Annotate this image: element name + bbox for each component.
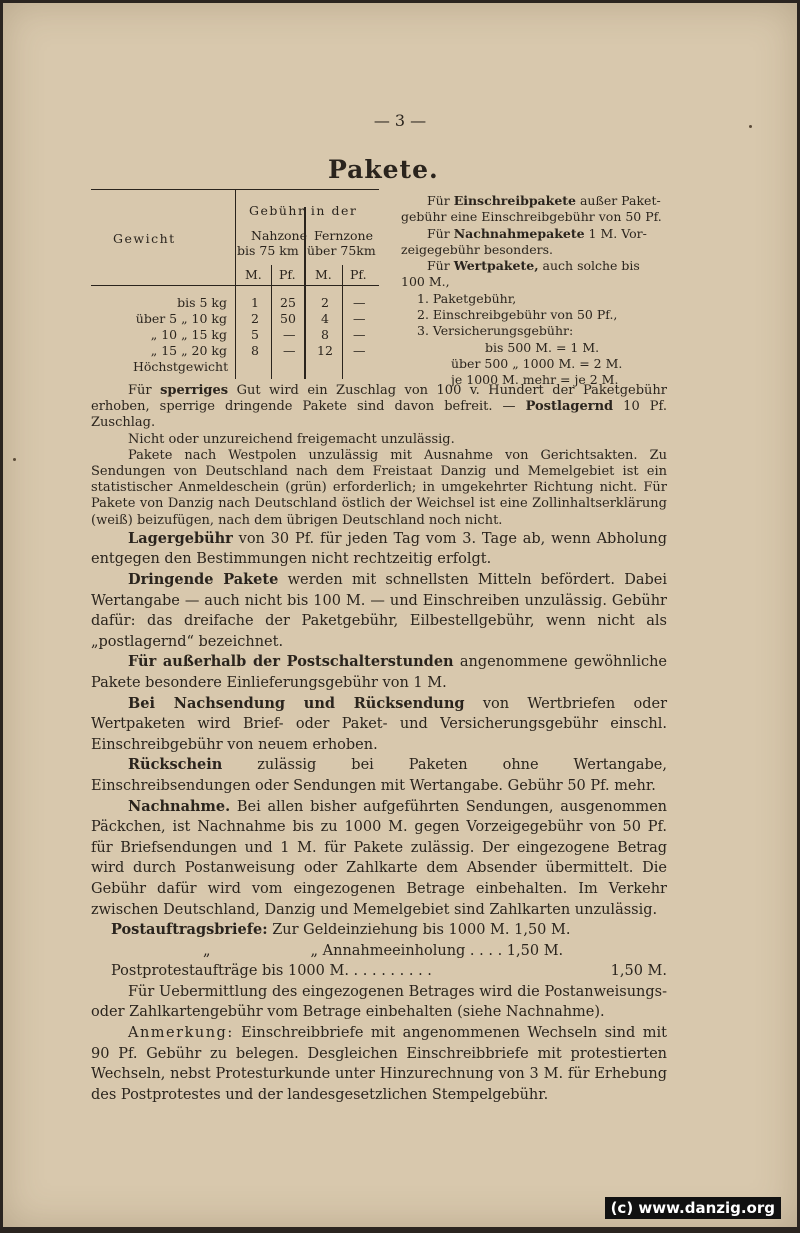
- paragraph: [91, 529, 667, 570]
- text: von Wertbriefen oder Wertpaketen wird Brief- oder Paket- und Versicherungsgebühr einschl. Einschreibgebühr von neuem erhoben.: [91, 695, 668, 753]
- copyright-watermark: (c) www.danzig.org: [605, 1197, 781, 1219]
- paper-speck: [749, 125, 752, 128]
- document-page: [3, 3, 797, 1227]
- table-cell: —: [353, 327, 366, 342]
- paragraph: [91, 1023, 667, 1105]
- table-cell: 1: [251, 295, 259, 310]
- list-item: 1. Paketgebühr,: [417, 290, 517, 306]
- paragraph: Pakete nach Westpolen unzulässig mit Ausnahme von Gerichtsakten. Zu Sendungen von Deutschland nach dem Freistaat Danzig und Memelgebiet ist ein statistischer Anmeldeschein (grün) erforderlich; in umgekehrter Richtung nicht. Für Pakete von Danzig nach Deutschland östlich der Weichsel ist eine Zollinhaltserklärung (weiß) beizufügen, nach dem übrigen Deutschland noch nicht.: [91, 447, 667, 528]
- paragraph: [91, 694, 667, 756]
- paragraph: Nicht oder unzureichend freigemacht unzulässig.: [128, 431, 455, 447]
- table-cell: 12: [317, 343, 333, 358]
- text: „: [203, 942, 211, 959]
- list-item: 3. Versicherungsgebühr:: [417, 323, 574, 339]
- unit-pfennig: Pf.: [350, 267, 367, 282]
- table-cell: —: [353, 311, 366, 326]
- paragraph: [91, 570, 667, 652]
- far-zone-label: Fernzone: [314, 228, 373, 243]
- paragraph: [91, 920, 667, 941]
- text: 10 Pf. Zuschlag.: [91, 399, 667, 431]
- right-column-notes: [401, 193, 667, 389]
- keyword: Lagergebühr: [128, 529, 233, 547]
- keyword: Für außerhalb der Postschalterstunden: [128, 653, 454, 671]
- table-cell: 50: [280, 311, 296, 326]
- text: auch solche bis 100 M.,: [401, 258, 640, 290]
- table-divider: [342, 265, 343, 379]
- keyword: Postlagernd: [525, 399, 614, 415]
- far-zone-range: über 75km: [307, 243, 376, 258]
- fee-table: [91, 189, 379, 379]
- table-divider: [235, 189, 236, 379]
- main-text: [91, 383, 667, 1105]
- table-cell: 2: [321, 295, 329, 310]
- text: zulässig bei Paketen ohne Wertangabe, Einschreibsendungen oder Sendungen mit Wertangabe. Gebühr 50 Pf. mehr.: [91, 757, 667, 794]
- text: 1 M. Vor-zeigegebühr besonders.: [401, 225, 647, 257]
- weight-header: Gewicht: [113, 231, 176, 246]
- insurance-line: über 500 „ 1000 M. = 2 M.: [451, 355, 623, 371]
- text: Bei allen bisher aufgeführten Sendungen, ausgenommen Päckchen, ist Nachnahme bis zu 1000 M. gegen Vorzeigegebühr von 50 Pf. für Briefsendungen und 1 M. für Pakete zulässig. Der eingezogene Betrag wird durch Postanweisung oder Zahlkarte dem Absender übermittelt. Die Gebühr dafür wird vom eingezogenen Betrage einbehalten. Im Verkehr zwischen Deutschland, Danzig und Memelgebiet sind Zahlkarten unzulässig.: [91, 798, 667, 918]
- text: Postprotestaufträge bis 1000 M. . . . . . . . . .: [111, 963, 432, 980]
- text: Gut wird ein Zuschlag von 100 v. Hundert der Paketgebühr erhoben, sperrige dringende Pakete sind davon befreit. —: [91, 383, 667, 415]
- text: Für: [427, 258, 454, 274]
- paragraph: [91, 755, 667, 796]
- keyword: Einschreibpakete: [453, 193, 576, 208]
- text: Für: [427, 193, 454, 208]
- text: 1,50 M.: [610, 963, 667, 980]
- table-cell: —: [353, 343, 366, 358]
- text: werden mit schnellsten Mitteln befördert. Dabei Wertangabe — auch nicht bis 100 M. — und Einschreiben unzulässig. Gebühr dafür: das dreifache der Paketgebühr, Eilbestellgebühr, wenn nicht als „postlagernd“ bezeichnet.: [91, 572, 667, 650]
- keyword: sperriges: [160, 383, 229, 398]
- text: angenommene gewöhnliche Pakete besondere Einlieferungsgebühr von 1 M.: [91, 654, 667, 691]
- page-title: Pakete.: [328, 155, 439, 184]
- paragraph: Für Uebermittlung des eingezogenen Betrages wird die Postanweisungs- oder Zahlkartengebühr vom Betrage einbehalten (siehe Nachnahme).: [91, 983, 667, 1021]
- table-divider: [271, 265, 272, 379]
- table-cell: —: [283, 343, 296, 358]
- keyword: Dringende Pakete: [128, 571, 279, 589]
- table-cell: —: [283, 327, 296, 342]
- insurance-line: bis 500 M. = 1 M.: [485, 339, 600, 355]
- table-cell: 25: [280, 295, 296, 310]
- table-row-label: bis 5 kg: [177, 295, 227, 310]
- paragraph: [91, 383, 667, 432]
- text: „ Annahmeeinholung . . . . 1,50 M.: [310, 942, 564, 959]
- table-cell: 4: [321, 311, 329, 326]
- unit-mark: M.: [245, 267, 262, 282]
- paragraph: [91, 652, 667, 693]
- insurance-line: je 1000 M. mehr = je 2 M.: [451, 372, 619, 388]
- table-cell: 8: [321, 327, 329, 342]
- near-zone-range: bis 75 km: [237, 243, 299, 258]
- keyword: Anmerkung:: [128, 1025, 234, 1042]
- unit-pfennig: Pf.: [279, 267, 296, 282]
- table-row-label: über 5 „ 10 kg: [135, 311, 227, 326]
- paragraph: [91, 961, 667, 982]
- paper-speck: [13, 458, 16, 461]
- near-zone-label: Nahzone: [251, 228, 307, 243]
- text: Zur Geldeinziehung bis 1000 M. 1,50 M.: [272, 922, 571, 939]
- table-cell: 5: [251, 327, 259, 342]
- table-cell: 2: [251, 311, 259, 326]
- paragraph: [91, 797, 667, 921]
- text: Für: [427, 225, 454, 241]
- page-number: — 3 —: [373, 111, 427, 130]
- text: Einschreibbriefe mit angenommenen Wechseln sind mit 90 Pf. Gebühr zu belegen. Desgleichen Einschreibbriefe mit protestierten Wechseln, nebst Protesturkunde unter Hinzurechnung von 3 M. für Erhebung des Postprotestes und der landesgesetzlichen Stempelgebühr.: [91, 1025, 667, 1103]
- table-cell: 8: [251, 343, 259, 358]
- table-row-label: „ 10 „ 15 kg: [150, 327, 227, 342]
- unit-mark: M.: [315, 267, 332, 282]
- paragraph: [91, 941, 667, 962]
- keyword: Rückschein: [128, 756, 223, 774]
- keyword: Bei Nachsendung und Rücksendung: [128, 694, 465, 712]
- text: von 30 Pf. für jeden Tag vom 3. Tage ab, wenn Abholung entgegen den Bestimmungen nicht rechtzeitig erfolgt.: [91, 530, 667, 568]
- keyword: Nachnahmepakete: [453, 225, 585, 241]
- keyword: Nachnahme.: [128, 797, 231, 815]
- text: außer Paket-gebühr eine Einschreibgebühr von 50 Pf.: [401, 193, 662, 225]
- keyword: Wertpakete,: [453, 258, 539, 274]
- list-item: 2. Einschreibgebühr von 50 Pf.,: [417, 307, 618, 323]
- table-cell: —: [353, 295, 366, 310]
- max-weight-label: Höchstgewicht: [133, 359, 229, 374]
- table-row-label: „ 15 „ 20 kg: [150, 343, 227, 358]
- fee-header: Gebühr in der: [249, 203, 358, 218]
- keyword: Postauftragsbriefe:: [111, 921, 268, 939]
- text: Für: [128, 383, 161, 398]
